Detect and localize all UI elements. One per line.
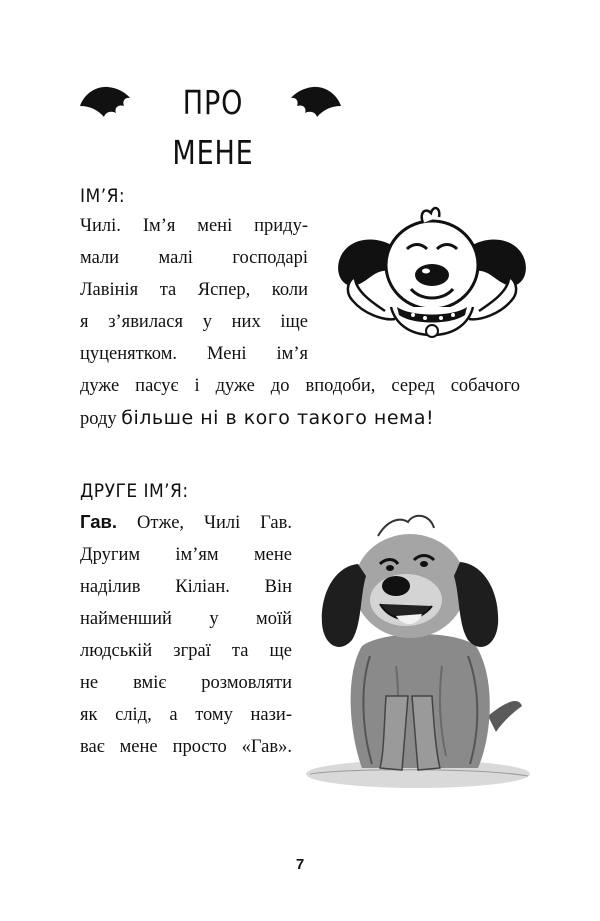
paragraph-line: дуже пасує і дуже до вподоби, серед собачого	[80, 376, 520, 396]
paragraph-line: наділив Кіліан. Він	[80, 577, 292, 597]
paragraph-line: цуценятком. Мені ім’я	[80, 344, 308, 364]
paragraph-line: Лавінія та Яспер, коли	[80, 280, 308, 300]
paragraph-line-first	[80, 506, 292, 539]
paragraph-line: найменший у моїй	[80, 609, 292, 629]
paragraph-line-last	[80, 402, 520, 435]
paragraph-line: ває мене просто «Гав».	[80, 737, 292, 757]
paragraph-line: не вміє розмовляти	[80, 673, 292, 693]
paragraph-line: я з’явилася у них іще	[80, 312, 308, 332]
section-heading-second-name: ДРУГЕ ІМ’Я:	[80, 480, 189, 502]
paragraph-text: роду	[80, 409, 122, 429]
right-wing-icon	[289, 82, 343, 118]
paragraph-line: мали малі господарі	[80, 248, 308, 268]
title-row	[0, 78, 600, 172]
name-paragraph-wrapped	[80, 210, 308, 370]
paragraph-text: Отже, Чилі Гав.	[117, 513, 292, 533]
paragraph-line: Чилі. Ім’я мені приду-	[80, 216, 308, 236]
cartoon-dog-face-icon	[333, 203, 531, 343]
second-name-paragraph	[80, 506, 292, 763]
left-wing-icon	[78, 82, 132, 118]
paragraph-line: людській зграї та ще	[80, 641, 292, 661]
page-title: ПРО МЕНЕ	[172, 83, 254, 172]
page-number: 7	[295, 856, 305, 873]
paragraph-line: Другим ім’ям мене	[80, 545, 292, 565]
section-heading-name: ІМ’Я:	[80, 185, 126, 207]
bold-word: Гав.	[80, 511, 118, 532]
handwritten-phrase: більше ні в кого такого нема!	[121, 407, 435, 429]
name-paragraph-full	[80, 370, 520, 435]
paragraph-line: як слід, а тому нази-	[80, 705, 292, 725]
sitting-dog-illustration	[300, 506, 535, 796]
